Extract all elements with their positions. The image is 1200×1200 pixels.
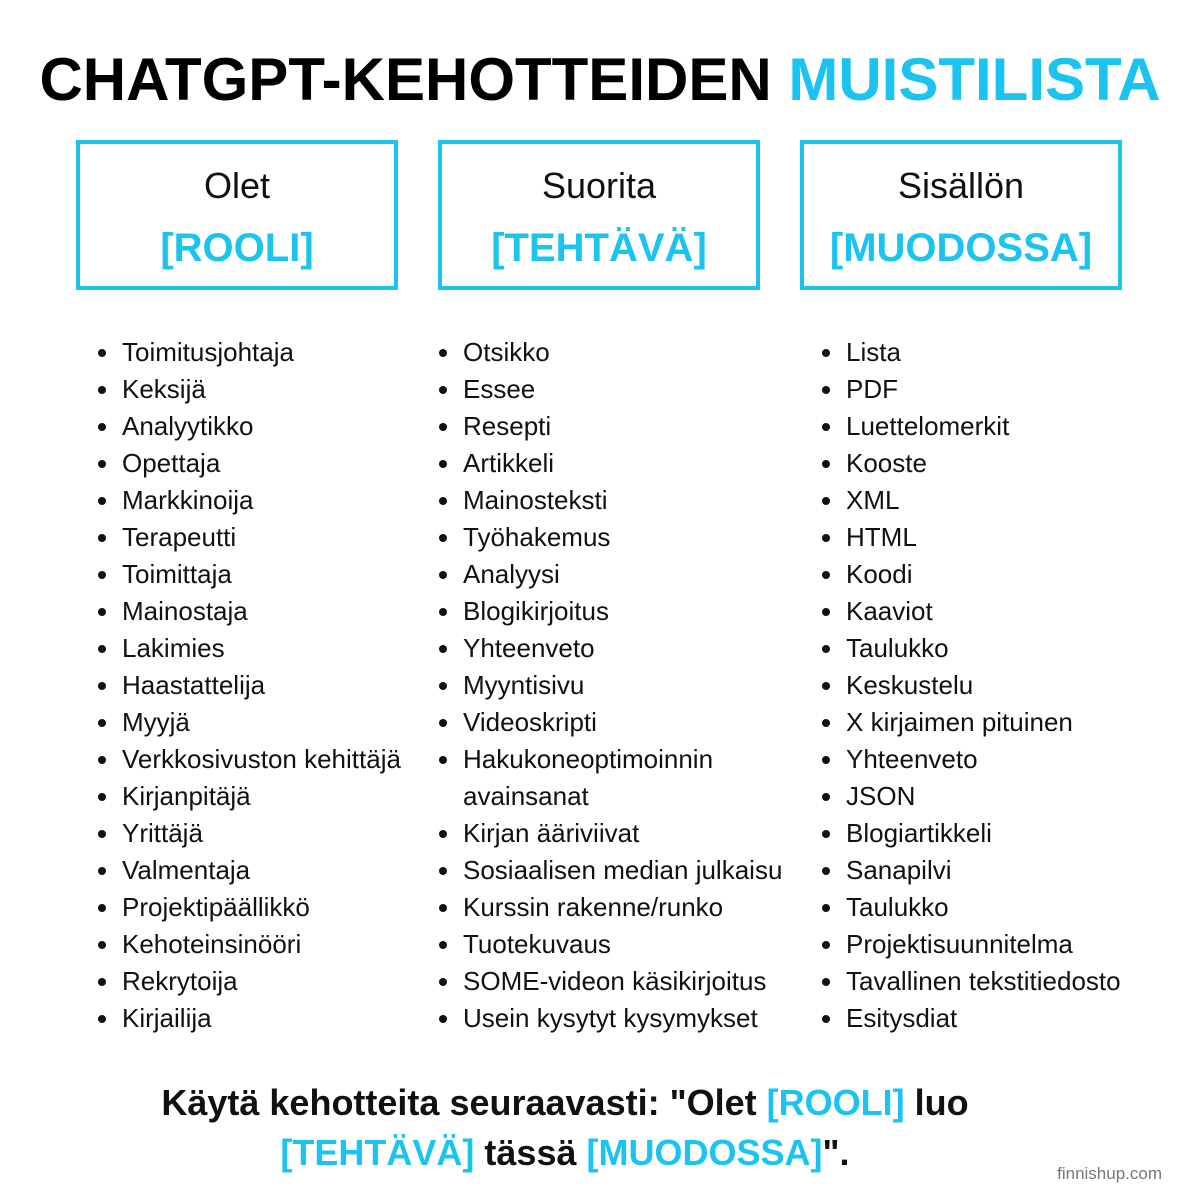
list-item: Työhakemus [439,519,782,556]
list-item: Hakukoneoptimoinnin avainsanat [439,741,763,815]
list-item: Taulukko [822,630,1121,667]
footer-text-3: tässä [474,1132,587,1173]
list-item: Keksijä [98,371,401,408]
list-item: PDF [822,371,1121,408]
list-item: Sanapilvi [822,852,1121,889]
box-format-placeholder: [MUODOSSA] [829,226,1093,270]
box-role-placeholder: [ROOLI] [160,226,314,270]
list-item: Analyysi [439,556,782,593]
list-item: Artikkeli [439,445,782,482]
footer-role: [ROOLI] [766,1082,905,1123]
list-item: XML [822,482,1121,519]
list-item: Mainostaja [98,593,401,630]
list-item: Valmentaja [98,852,401,889]
list-item: Blogikirjoitus [439,593,782,630]
list-item: Esitysdiat [822,1000,1121,1037]
footer-text-1: Käytä kehotteita seuraavasti: "Olet [161,1082,767,1123]
list-item: Koodi [822,556,1121,593]
list-item: HTML [822,519,1121,556]
title-part-2: MUISTILISTA [788,46,1161,113]
list-item: Kooste [822,445,1121,482]
list-item: Terapeutti [98,519,401,556]
box-task [438,140,760,290]
list-item: Toimittaja [98,556,401,593]
list-item: Markkinoija [98,482,401,519]
list-item: X kirjaimen pituinen [822,704,1121,741]
footer-task: [TEHTÄVÄ] [280,1132,475,1173]
list-item: Kirjailija [98,1000,401,1037]
list-item: Toimitusjohtaja [98,334,401,371]
list-item: Kurssin rakenne/runko [439,889,782,926]
roles-list [98,334,401,1037]
list-item: Lakimies [98,630,401,667]
box-format [800,140,1122,290]
list-item: Analyytikko [98,408,401,445]
box-role [76,140,398,290]
list-item: Rekrytoija [98,963,401,1000]
list-item: Verkkosivuston kehittäjä [98,741,401,778]
list-item: Taulukko [822,889,1121,926]
box-task-label: Suorita [541,165,657,206]
tasks-list [439,334,782,1037]
site-credit: finnishup.com [1057,1164,1162,1183]
list-item: Kaaviot [822,593,1121,630]
list-item: Keskustelu [822,667,1121,704]
usage-instruction [0,1078,1130,1178]
list-item: Blogiartikkeli [822,815,1121,852]
list-item: Tavallinen tekstitiedosto [822,963,1121,1000]
box-role-label: Olet [203,165,271,206]
list-item: Kehoteinsinööri [98,926,401,963]
list-item: Myyjä [98,704,401,741]
list-item: Essee [439,371,782,408]
list-item: Projektipäällikkö [98,889,401,926]
box-format-label: Sisällön [897,165,1025,206]
list-item: Myyntisivu [439,667,782,704]
box-task-placeholder: [TEHTÄVÄ] [491,226,707,270]
list-item: Videoskripti [439,704,782,741]
list-item: Lista [822,334,1121,371]
page-title [0,40,1200,120]
list-item: Kirjan ääriviivat [439,815,782,852]
list-item: Tuotekuvaus [439,926,782,963]
list-item: Haastattelija [98,667,401,704]
formats-list [822,334,1121,1037]
list-item: Mainosteksti [439,482,782,519]
list-item: Usein kysytyt kysymykset [439,1000,782,1037]
list-item: Projektisuunnitelma [822,926,1121,963]
list-item: SOME-videon käsikirjoitus [439,963,782,1000]
list-item: Yhteenveto [822,741,1121,778]
list-item: JSON [822,778,1121,815]
list-item: Yhteenveto [439,630,782,667]
footer-format: [MUODOSSA] [586,1132,823,1173]
list-item: Yrittäjä [98,815,401,852]
list-item: Kirjanpitäjä [98,778,401,815]
list-item: Luettelomerkit [822,408,1121,445]
list-item: Sosiaalisen median julkaisu [439,852,782,889]
list-item: Otsikko [439,334,782,371]
title-part-1: CHATGPT-KEHOTTEIDEN [39,46,789,113]
footer-text-2: luo [904,1082,969,1123]
list-item: Resepti [439,408,782,445]
list-item: Opettaja [98,445,401,482]
footer-text-4: ". [822,1132,850,1173]
